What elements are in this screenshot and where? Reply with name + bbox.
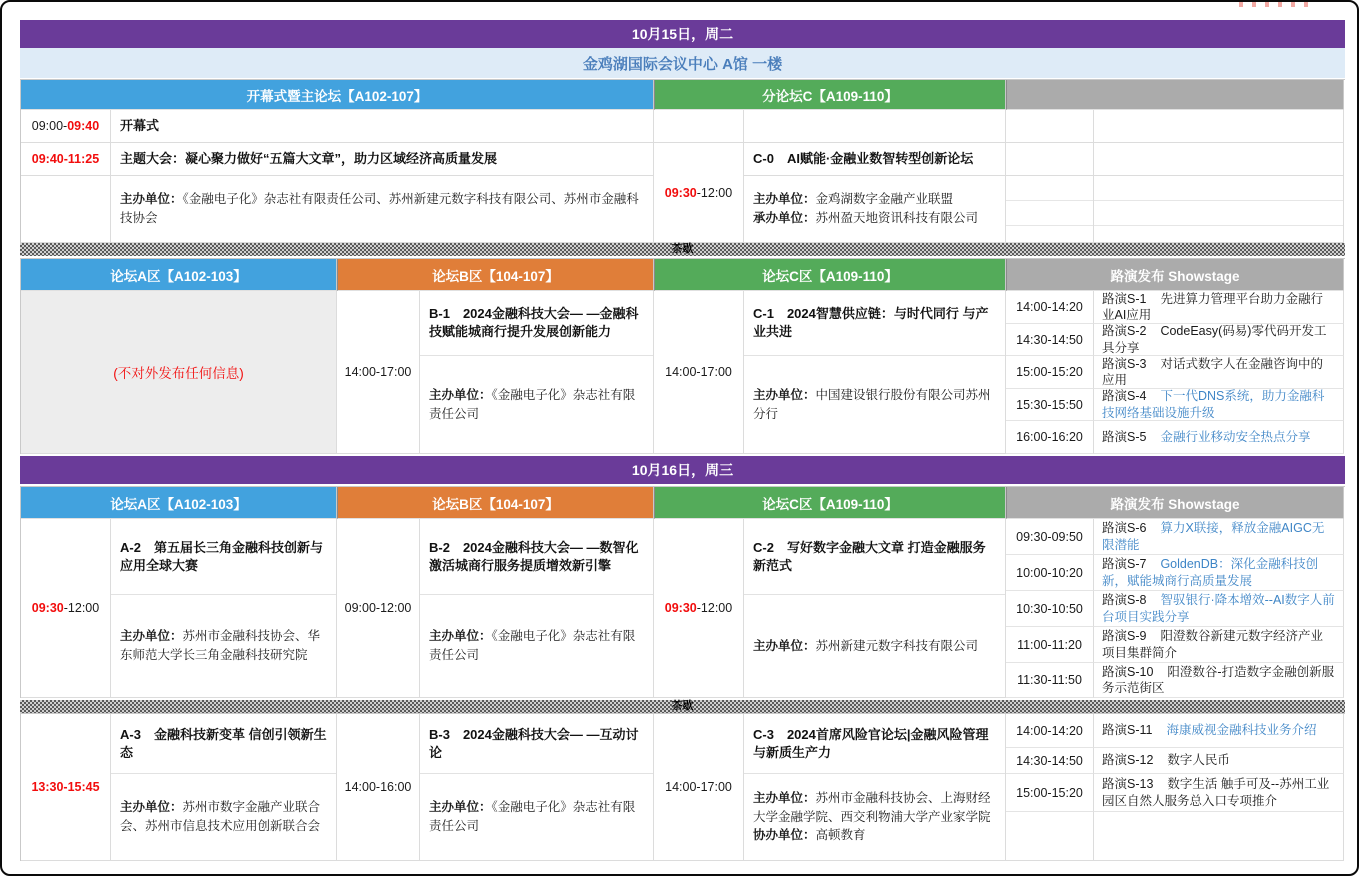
time-cell-b3 (337, 714, 420, 861)
session-code: B-2 (429, 539, 450, 555)
session-code: A-2 (120, 539, 141, 555)
session-code: C-1 (753, 306, 774, 322)
empty-cell (21, 176, 111, 243)
showstage-title: 先进算力管理平台助力金融行业AI应用 (1102, 291, 1323, 322)
time-red: 13:30-15:45 (31, 780, 100, 794)
organizer-label: 主办单位： (120, 629, 183, 644)
header-forum-b (337, 259, 654, 291)
time-black: 14:00-16:00 (344, 780, 412, 794)
empty-cell (1094, 110, 1344, 143)
organizer-value: 金鸡湖数字金融产业联盟 (815, 192, 954, 207)
header-label: 论坛B区【104-107】 (432, 496, 559, 512)
section-day2-afternoon (20, 713, 1345, 861)
co-organizer-value: 高顿教育 (815, 828, 866, 843)
empty-cell (1006, 812, 1094, 861)
organizer-label: 主办单位： (429, 387, 492, 402)
organizer-value: 《金融电子化》杂志社有限责任公司 (429, 387, 636, 421)
header-label: 论坛C区【A109-110】 (762, 268, 898, 284)
showstage-code: 路演S-12 (1102, 753, 1154, 768)
header-right-empty (1006, 80, 1344, 110)
session-title: AI赋能·金融业数智转型创新论坛 (786, 151, 974, 167)
date-header-day2 (20, 456, 1345, 484)
time-cell-b1 (337, 291, 420, 454)
organizer-label: 主办单位： (753, 387, 816, 402)
session-b3 (420, 714, 654, 861)
organizer-label: 主办单位： (120, 192, 183, 207)
showstage-item (1094, 714, 1344, 748)
co-organizer-label: 承办单位： (753, 211, 816, 225)
date-header-day1 (20, 20, 1345, 48)
empty-cell-gridlines (1006, 176, 1094, 243)
section-day1-morning (20, 79, 1345, 243)
closed-notice-text: (不对外发布任何信息) (113, 366, 244, 381)
showstage-title: 数字人民币 (1167, 753, 1230, 768)
time-black: 09:00-12:00 (344, 601, 412, 615)
organizer-label: 主办单位： (120, 800, 183, 815)
section-day1-afternoon (20, 258, 1345, 454)
section-day2-morning (20, 486, 1345, 698)
header-forum-c (654, 487, 1006, 519)
showstage-title-link[interactable]: 金融行业移动安全热点分享 (1160, 429, 1311, 444)
showstage-code: 路演S-4 (1102, 389, 1147, 404)
time-black: 14:00-17:00 (344, 365, 412, 379)
session-a3 (111, 714, 337, 861)
conference-schedule-table (20, 20, 1345, 861)
showstage-list-day2pm (1006, 714, 1344, 861)
showstage-code: 路演S-9 (1102, 629, 1147, 644)
empty-cell-gridlines (1094, 176, 1344, 243)
organizer-value: 苏州市数字金融产业联合会、苏州市信息技术应用创新联合会 (120, 800, 321, 833)
showstage-code: 路演S-3 (1102, 356, 1147, 371)
session-code: C-2 (753, 539, 774, 555)
time-cell-c2 (654, 519, 744, 698)
empty-cell (1094, 143, 1344, 176)
showstage-item (1094, 627, 1344, 663)
showstage-time: 16:00-16:20 (1006, 421, 1094, 454)
showstage-item (1094, 555, 1344, 591)
time-cell-b2 (337, 519, 420, 698)
showstage-item (1094, 663, 1344, 698)
header-forum-a (21, 259, 337, 291)
header-label: 开幕式暨主论坛【A102-107】 (246, 88, 428, 104)
time-black: 09:00- (31, 119, 68, 133)
showstage-time: 11:30-11:50 (1006, 663, 1094, 698)
showstage-item (1094, 748, 1344, 774)
session-b2 (420, 519, 654, 698)
showstage-time: 14:30-14:50 (1006, 324, 1094, 356)
session-code: B-3 (429, 726, 450, 742)
time-black: -12:00 (696, 601, 733, 615)
empty-cell (744, 110, 1006, 143)
organizer-label: 主办单位： (753, 638, 816, 653)
showstage-item (1094, 324, 1344, 356)
tea-break-band-2 (20, 700, 1345, 713)
showstage-title: CodeEasy(码易)零代码开发工具分享 (1102, 324, 1327, 355)
empty-cell (1094, 812, 1344, 861)
header-forum-a (21, 487, 337, 519)
showstage-item (1094, 356, 1344, 389)
session-title: 开幕式 (120, 118, 160, 134)
session-c0 (744, 143, 1006, 176)
header-label: 论坛A区【A102-103】 (110, 268, 247, 284)
showstage-item (1094, 389, 1344, 421)
co-organizer-value: 苏州盈天地资讯科技有限公司 (815, 211, 979, 225)
showstage-code: 路演S-7 (1102, 557, 1147, 572)
showstage-item (1094, 519, 1344, 555)
session-code: C-0 (753, 151, 774, 167)
empty-cell (1006, 143, 1094, 176)
showstage-title: 阳澄数谷-打造数字金融创新服务示范街区 (1102, 664, 1335, 695)
showstage-item (1094, 591, 1344, 627)
time-black: 14:00-17:00 (665, 780, 732, 794)
showstage-item (1094, 774, 1344, 812)
session-title: 2024智慧供应链：与时代同行 与产业共进 (753, 306, 989, 339)
header-forum-c (654, 259, 1006, 291)
tea-break-label: 茶歇 (671, 700, 694, 712)
showstage-code: 路演S-8 (1102, 593, 1147, 608)
organizer-label: 主办单位： (429, 629, 492, 644)
header-forum-c-sub (654, 80, 1006, 110)
session-code: A-3 (120, 726, 141, 742)
time-cell-c3 (654, 714, 744, 861)
session-title: 2024金融科技大会— —金融科技赋能城商行提升发展创新能力 (429, 306, 639, 339)
time-cell-c1 (654, 291, 744, 454)
header-label: 论坛C区【A109-110】 (762, 496, 898, 512)
showstage-list-day1pm (1006, 291, 1344, 454)
header-label: 路演发布 Showstage (1110, 268, 1240, 284)
time-red: 09:30 (31, 601, 64, 615)
showstage-title-link[interactable]: GoldenDB：深化金融科技创新，赋能城商行高质量发展 (1102, 557, 1319, 588)
organizer-label: 主办单位： (429, 800, 492, 815)
organizer-opening (111, 176, 654, 243)
showstage-time: 10:00-10:20 (1006, 555, 1094, 591)
time-cell-keynote (21, 143, 111, 176)
showstage-title-link[interactable]: 智驭银行·降本增效--AI数字人前台项目实践分享 (1102, 593, 1335, 624)
time-cell-a3 (21, 714, 111, 861)
cutoff-text-fragment (1239, 2, 1313, 7)
showstage-title: 阳澄数谷新建元数字经济产业项目集群简介 (1102, 629, 1323, 660)
showstage-time: 14:00-14:20 (1006, 291, 1094, 324)
empty-cell (654, 110, 744, 143)
organizer-label: 主办单位： (753, 192, 816, 207)
header-showstage (1006, 487, 1344, 519)
showstage-time: 14:00-14:20 (1006, 714, 1094, 748)
showstage-code: 路演S-6 (1102, 521, 1147, 536)
session-code: C-3 (753, 726, 774, 742)
venue-label: 金鸡湖国际会议中心 A馆 一楼 (582, 55, 783, 73)
session-keynote (111, 143, 654, 176)
session-code: B-1 (429, 306, 450, 322)
session-a2 (111, 519, 337, 698)
time-black: 14:00-17:00 (665, 365, 732, 379)
time-cell-c0 (654, 143, 744, 243)
session-title: 2024首席风险官论坛|金融风险管理与新质生产力 (753, 726, 989, 760)
session-c1 (744, 291, 1006, 454)
showstage-code: 路演S-13 (1102, 777, 1154, 792)
showstage-list-day2am (1006, 519, 1344, 698)
session-c2 (744, 519, 1006, 698)
showstage-time: 15:30-15:50 (1006, 389, 1094, 421)
organizer-value: 苏州市金融科技协会、上海财经大学金融学院、西交利物浦大学产业家学院 (753, 790, 991, 824)
session-title: 2024金融科技大会— —互动讨论 (429, 726, 639, 760)
organizer-value: 《金融电子化》杂志社有限责任公司 (429, 800, 636, 833)
session-title: 主题大会：凝心聚力做好“五篇大文章”，助力区域经济高质量发展 (120, 151, 498, 167)
session-opening-ceremony (111, 110, 654, 143)
date-label: 10月15日，周二 (631, 26, 734, 42)
organizer-value: 《金融电子化》杂志社有限责任公司、苏州新建元数字科技有限公司、苏州市金融科技协会 (120, 192, 639, 225)
showstage-time: 10:30-10:50 (1006, 591, 1094, 627)
session-title: 第五届长三角金融科技创新与应用全球大赛 (120, 539, 323, 573)
organizer-value: 苏州市金融科技协会、华东师范大学长三角金融科技研究院 (120, 629, 321, 662)
organizer-c0 (744, 176, 1006, 243)
showstage-title: 数字生活 触手可及--苏州工业园区自然人服务总入口专项推介 (1102, 777, 1330, 808)
header-forum-b (337, 487, 654, 519)
showstage-item (1094, 291, 1344, 324)
time-black: -12:00 (63, 601, 100, 615)
organizer-value: 苏州新建元数字科技有限公司 (815, 638, 979, 653)
showstage-code: 路演S-11 (1102, 723, 1153, 738)
header-main-forum (21, 80, 654, 110)
tea-break-band-1 (20, 243, 1345, 256)
showstage-item (1094, 421, 1344, 454)
tea-break-label: 茶歇 (671, 243, 694, 255)
session-c3 (744, 714, 1006, 861)
showstage-time: 11:00-11:20 (1006, 627, 1094, 663)
organizer-value: 《金融电子化》杂志社有限责任公司 (429, 629, 636, 662)
showstage-title: 对话式数字人在金融咨询中的应用 (1102, 356, 1323, 387)
time-red: 09:30 (664, 601, 697, 615)
showstage-time: 15:00-15:20 (1006, 356, 1094, 389)
time-cell-opening (21, 110, 111, 143)
time-red: 09:40-11:25 (31, 152, 100, 166)
forum-a-closed-notice (21, 291, 337, 454)
time-black: -12:00 (696, 185, 733, 200)
showstage-code: 路演S-1 (1102, 291, 1147, 306)
session-b1 (420, 291, 654, 454)
showstage-time: 09:30-09:50 (1006, 519, 1094, 555)
venue-row (20, 48, 1345, 78)
showstage-title-link[interactable]: 下一代DNS系统，助力金融科技网络基础设施升级 (1102, 389, 1325, 420)
empty-cell (1006, 110, 1094, 143)
showstage-code: 路演S-2 (1102, 324, 1147, 339)
header-showstage (1006, 259, 1344, 291)
co-organizer-label: 协办单位： (753, 828, 816, 843)
time-cell-a2 (21, 519, 111, 698)
organizer-value: 中国建设银行股份有限公司苏州分行 (753, 387, 991, 421)
showstage-code: 路演S-10 (1102, 664, 1154, 679)
time-red: 09:40 (67, 119, 100, 133)
session-title: 写好数字金融大文章 打造金融服务新范式 (753, 539, 986, 573)
time-red: 09:30 (664, 185, 697, 200)
showstage-title-link[interactable]: 海康威视金融科技业务介绍 (1166, 723, 1317, 738)
showstage-time: 15:00-15:20 (1006, 774, 1094, 812)
showstage-code: 路演S-5 (1102, 429, 1147, 444)
showstage-time: 14:30-14:50 (1006, 748, 1094, 774)
date-label: 10月16日，周三 (631, 462, 734, 478)
session-title: 2024金融科技大会— —数智化激活城商行服务提质增效新引擎 (429, 539, 639, 573)
showstage-title-link[interactable]: 算力X联接，释放金融AIGC无限潜能 (1102, 521, 1325, 552)
session-title: 金融科技新变革 信创引领新生态 (120, 726, 327, 760)
organizer-label: 主办单位： (753, 790, 816, 805)
header-label: 论坛B区【104-107】 (432, 268, 559, 284)
header-label: 论坛A区【A102-103】 (110, 496, 247, 512)
header-label: 路演发布 Showstage (1110, 496, 1240, 512)
header-label: 分论坛C【A109-110】 (762, 88, 898, 104)
